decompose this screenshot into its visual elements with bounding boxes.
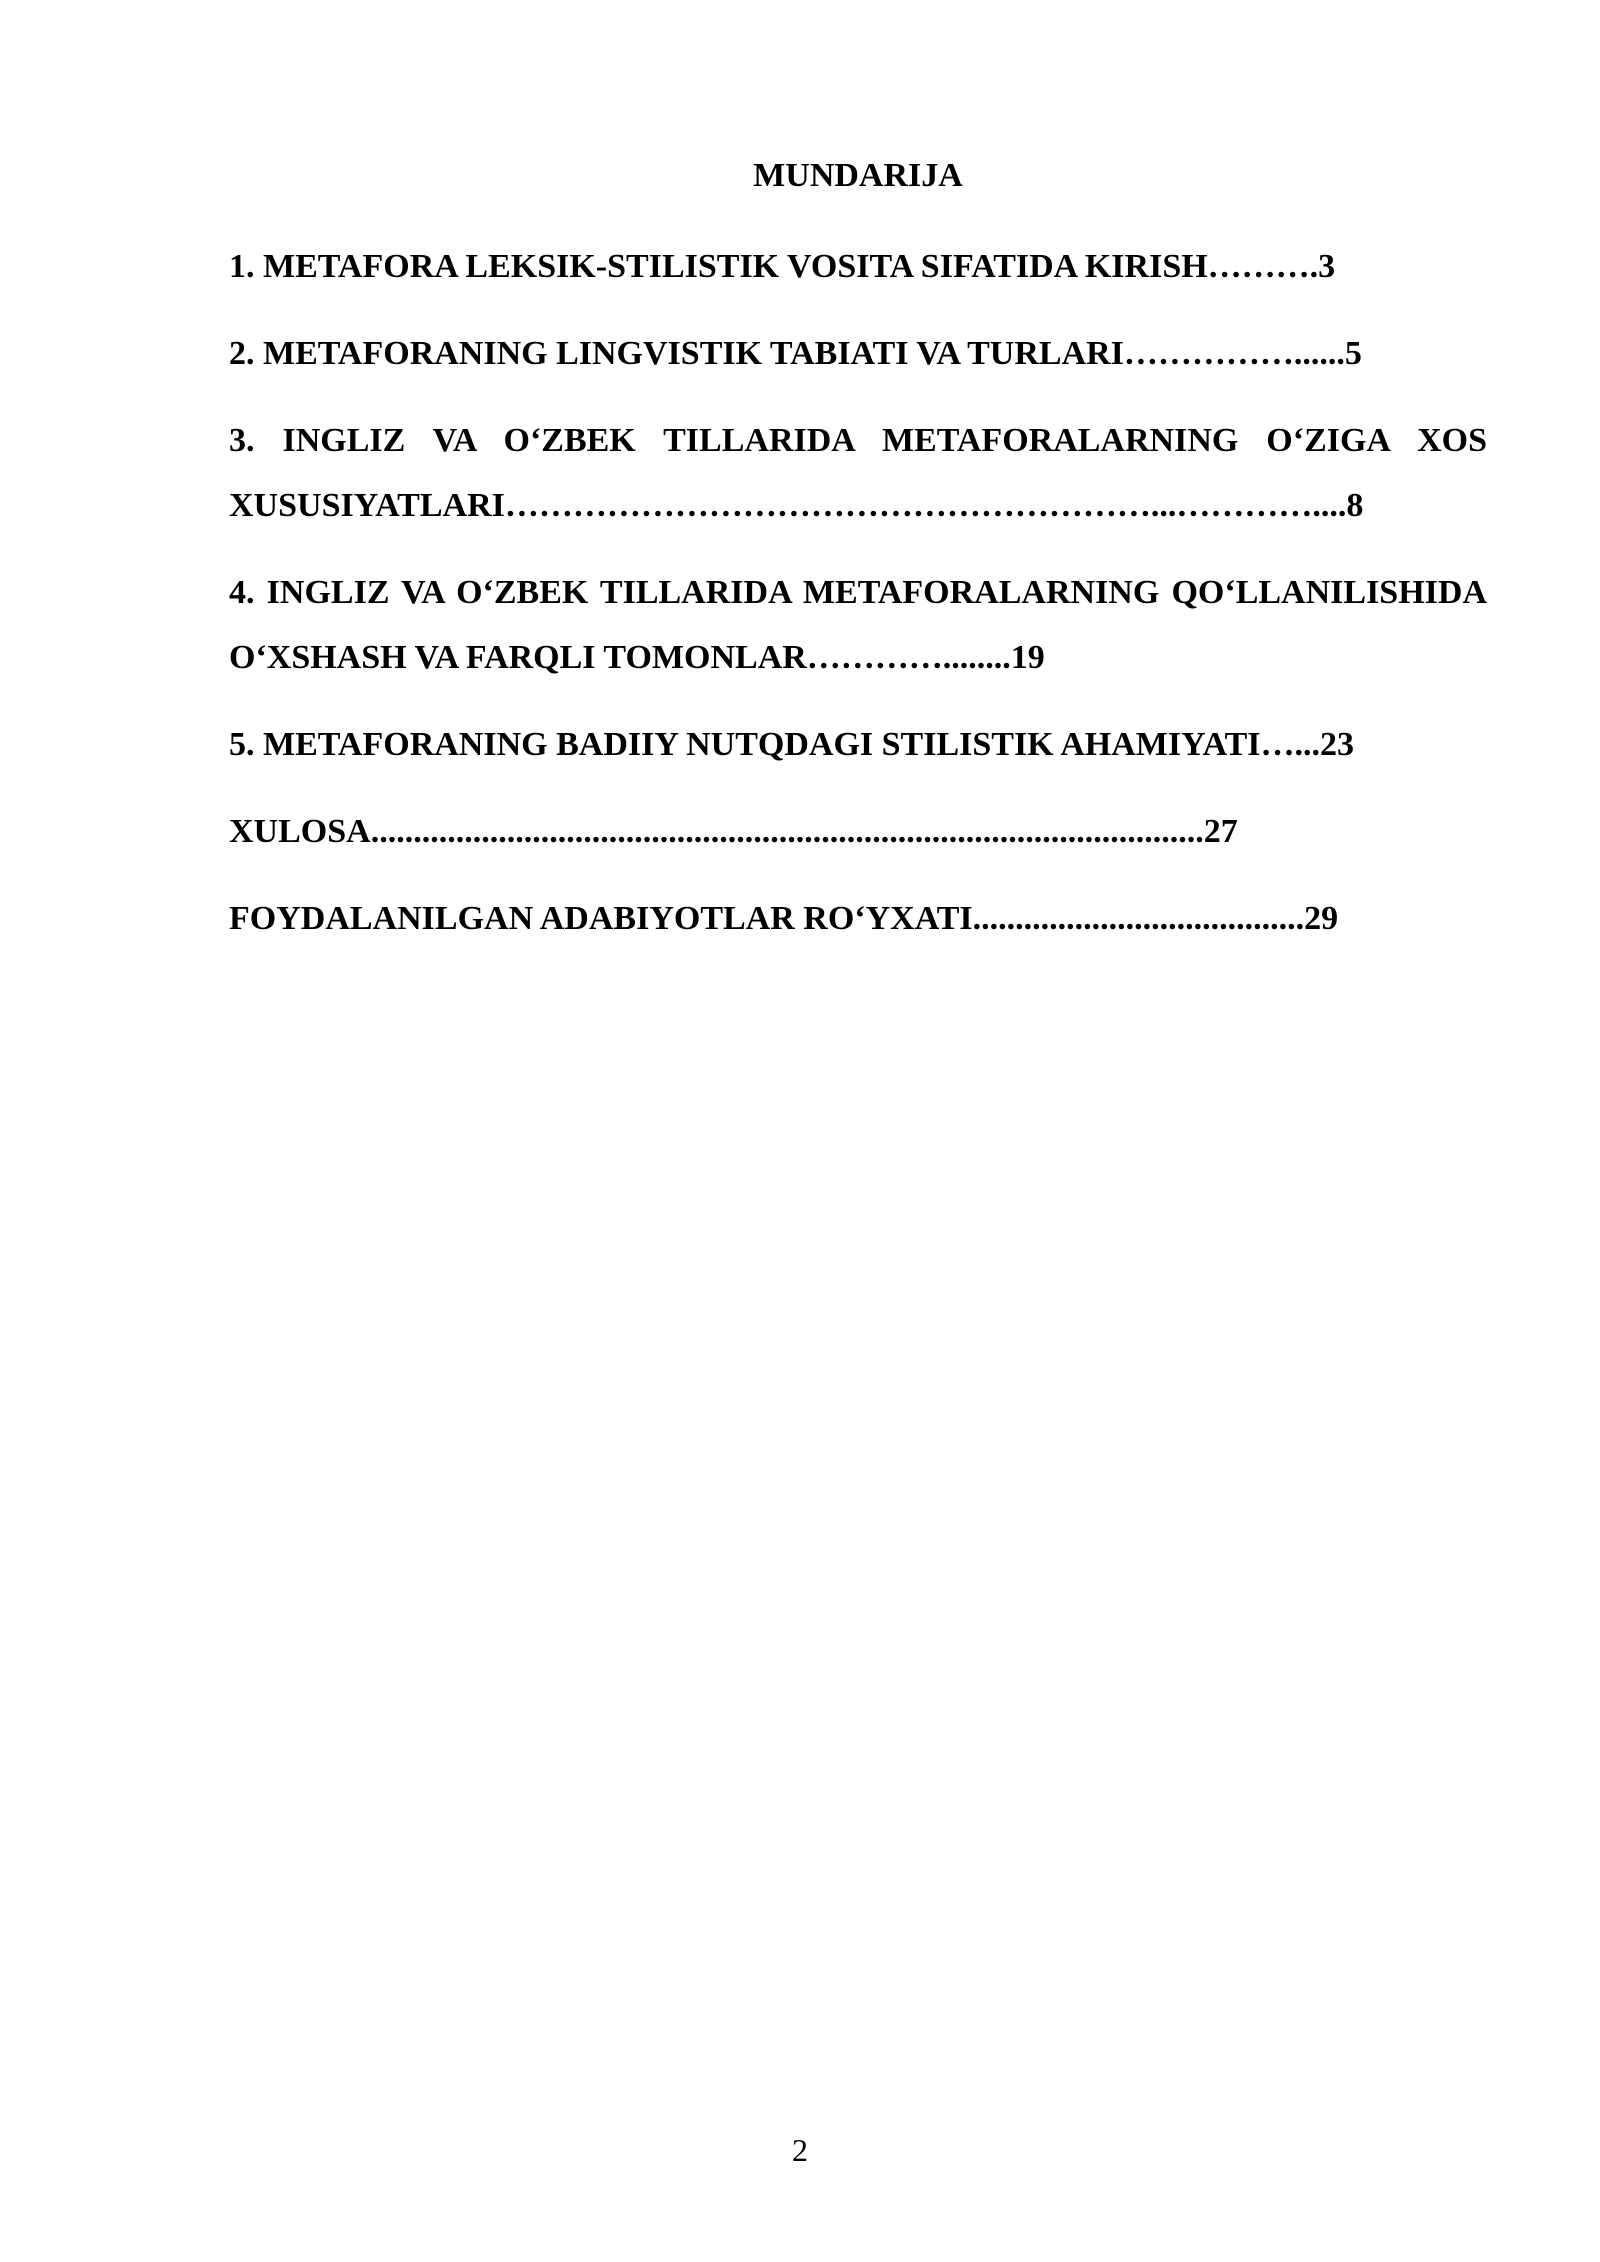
- toc-title: MUNDARIJA: [753, 157, 963, 194]
- toc-entry-2: 2. METAFORANING LINGVISTIK TABIATI VA TURLARI……………......5: [229, 335, 1362, 372]
- table-of-contents: [229, 148, 1487, 973]
- toc-entry-3: 3. INGLIZ VA O‘ZBEK TILLARIDA METAFORALARNING O‘ZIGA XOS XUSUSIYATLARI…………………………………………………...…………....8: [229, 422, 1487, 524]
- toc-entry-references: FOYDALANILGAN ADABIYOTLAR RO‘YXATI.......................................29: [229, 900, 1339, 937]
- toc-entry-4: 4. INGLIZ VA O‘ZBEK TILLARIDA METAFORALARNING QO‘LLANILISHIDA O‘XSHASH VA FARQLI TOMONLAR…………........19: [229, 574, 1487, 676]
- toc-entry-conclusion: XULOSA..................................................................................................27: [229, 813, 1238, 850]
- toc-entry-1: 1. METAFORA LEKSIK-STILISTIK VOSITA SIFATIDA KIRISH……….3: [229, 248, 1336, 285]
- page-number: 2: [792, 2132, 808, 2168]
- toc-entry-5: 5. METAFORANING BADIIY NUTQDAGI STILISTIK AHAMIYATI…...23: [229, 726, 1355, 763]
